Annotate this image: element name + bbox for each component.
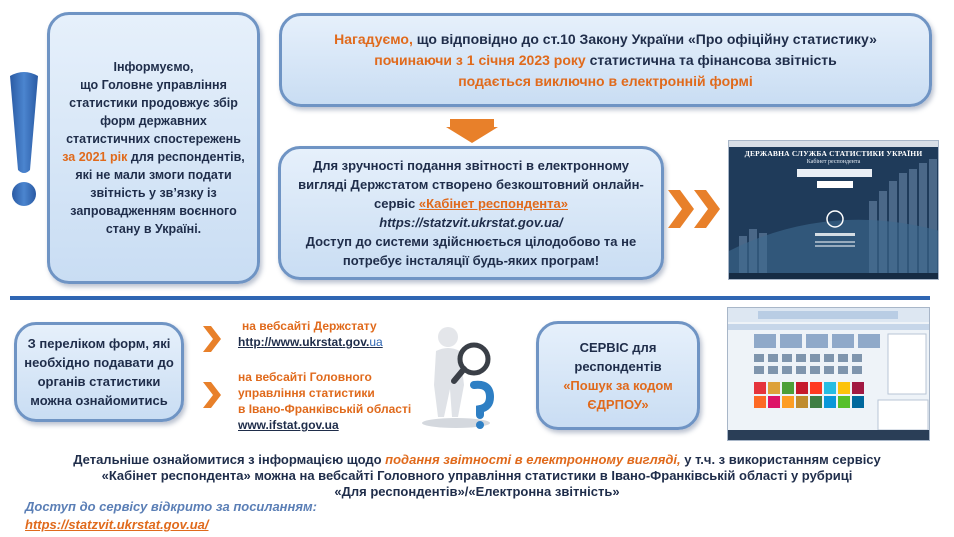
state-site-label: на вебсайті Держстату [242, 319, 377, 333]
regional-site-screenshot [727, 307, 930, 441]
chevron-right-icon [203, 382, 221, 408]
service-text: Для зручності подання звітності в електронному вигляді Держстатом створено безкоштовний онлайн-сервіс [298, 158, 644, 211]
info-intro: Інформуємо, [113, 60, 194, 74]
service-url[interactable]: https://statzvit.ukrstat.gov.ua/ [379, 215, 563, 230]
state-site-links [238, 318, 383, 350]
regional-label-2: управління статистики [238, 386, 375, 400]
code-search-link[interactable]: «Пошук за кодом ЄДРПОУ» [563, 377, 673, 412]
reminder-electronic: подається виключно в електронній формі [458, 72, 753, 89]
details-highlight: подання звітності в електронному вигляді, [385, 452, 681, 467]
magnifier-question-icon [418, 325, 508, 430]
reminder-date: 1 січня 2023 року [466, 51, 586, 68]
reminder-text-3: статистична та фінансова звітність [585, 51, 837, 68]
details-text-2: у т.ч. з використанням сервісу [680, 452, 881, 467]
cabinet-heading: ДЕРЖАВНА СЛУЖБА СТАТИСТИКИ УКРАЇНИ [744, 149, 923, 158]
service-box [278, 146, 664, 280]
details-text-1: Детальніше ознайомитися з інформацією щодо [73, 452, 386, 467]
exclamation-icon [6, 70, 42, 210]
info-box-collection [47, 12, 260, 284]
info-year-highlight: за 2021 рік [62, 150, 128, 164]
reminder-hl-2: починаючи [374, 51, 453, 68]
down-arrow-icon [446, 119, 498, 143]
regional-site-url[interactable]: www.ifstat.gov.ua [238, 418, 339, 432]
code-search-box [536, 321, 700, 430]
respondent-cabinet-link[interactable]: «Кабінет респондента» [418, 196, 568, 211]
code-search-title: СЕРВІС для респондентів [574, 339, 662, 374]
access-url-link[interactable]: https://statzvit.ukrstat.gov.ua/ [25, 517, 209, 532]
section-divider [10, 296, 930, 300]
reminder-text-2: з [452, 51, 467, 68]
cabinet-subheading: Кабінет респондента [806, 159, 861, 165]
cabinet-screenshot [728, 140, 939, 280]
access-label: Доступ до сервісу відкрито за посиланням: [25, 499, 317, 514]
regional-site-links [238, 369, 411, 433]
service-access-text: Доступ до системи здійснюється цілодобово та не потребує інсталяції будь-яких програм! [305, 234, 637, 268]
regional-label-3: в Івано-Франківській області [238, 402, 412, 416]
reminder-text-1: що відповідно до ст.10 Закону України «Про офіційну статистику» [412, 30, 877, 47]
cabinet-graphic [729, 141, 939, 280]
details-line-3: «Для респондентів»/«Електронна звітність» [334, 484, 620, 499]
chevron-right-icon [203, 326, 221, 352]
forms-info-box [14, 322, 184, 422]
regional-site-graphic [728, 308, 930, 441]
forms-info-text: З переліком форм, які необхідно подавати до органів статистики можна ознайомитись [24, 336, 174, 408]
reminder-hl-1: Нагадуємо, [334, 30, 413, 47]
reminder-box [279, 13, 932, 107]
details-line-2: «Кабінет респондента» можна на вебсайті Головного управління статистики в Івано-Франківській області у рубриці [101, 468, 853, 483]
info-text-end: для респондентів, які не мали змоги подати звітність у зв’язку із запровадженням воєнного стану в Україні. [70, 150, 245, 236]
chevron-right-icon [668, 190, 724, 228]
info-text: що Головне управління статистики продовжує збір форм державних статистичних спостережень [66, 78, 241, 146]
state-site-url[interactable]: http://www.ukrstat.gov.ua [238, 335, 383, 349]
regional-label-1: на вебсайті Головного [238, 370, 372, 384]
details-paragraph [20, 452, 934, 500]
